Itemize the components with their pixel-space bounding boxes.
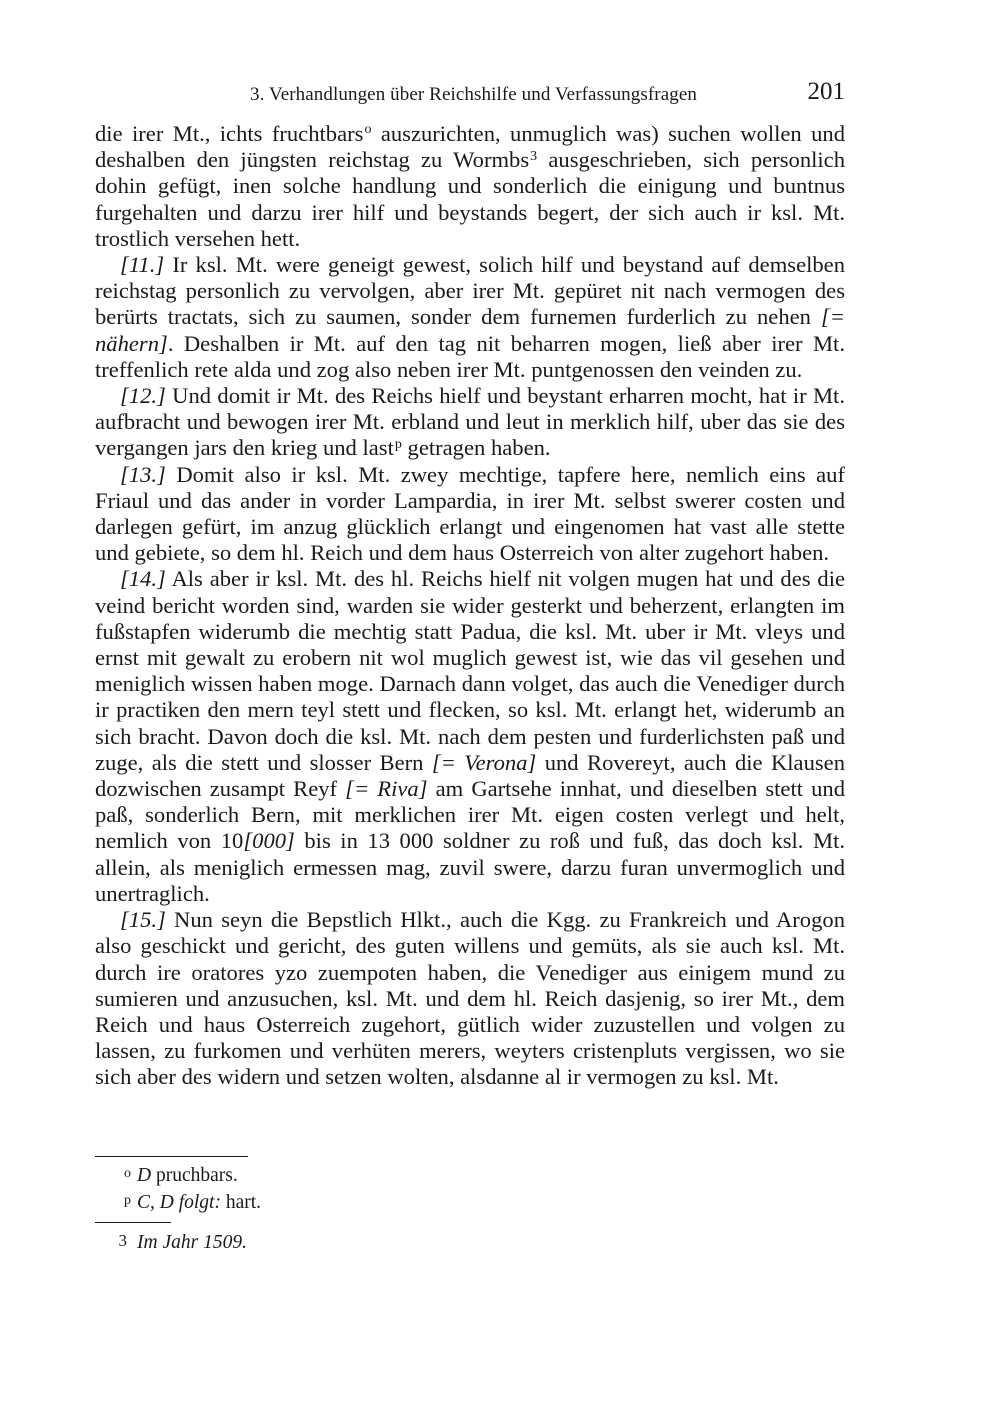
footnote-text: Im Jahr 1509. xyxy=(137,1232,247,1253)
footnote-ref-p: p xyxy=(394,436,402,452)
footnote-mark: o xyxy=(124,1166,131,1181)
text-run: und Rovereyt, auch die Klausen dozwischen zusampt Reyf xyxy=(95,749,845,802)
footnote-mark: p xyxy=(124,1193,131,1208)
paragraph-12 xyxy=(95,383,845,462)
paragraph-number: [12.] xyxy=(120,383,166,409)
running-title: 3. Verhandlungen über Reichshilfe und Verfassungsfragen xyxy=(250,84,697,105)
paragraph-number: [14.] xyxy=(120,566,166,592)
paragraph-number: [11.] xyxy=(120,252,165,278)
footnotes-textcritical xyxy=(95,1161,845,1215)
text-run: am Gartsehe innhat, und dieselben stett und paß, sonderlich Bern, mit merklichen irer Mt. eigen costen verlegt und helt, nemlich von 10 xyxy=(95,776,845,854)
footnote-text: pruchbars. xyxy=(151,1165,238,1186)
footnote-siglum: C, D folgt: xyxy=(137,1192,221,1213)
paragraph-continued xyxy=(95,121,845,252)
text-run: Domit also ir ksl. Mt. zwey mechtige, tapfere here, nemlich eins auf Friaul und das ander in vorder Lampardia, in irer Mt. selbst swerer costen und darlegen gefürt, im anzug glücklich erlangt und eingenomen hat vast alle stette und gebiete, so dem hl. Reich und dem haus Osterreich von alter zugehort haben. xyxy=(95,461,845,566)
footnote-siglum: D xyxy=(137,1165,152,1186)
text-run: bis in 13 000 soldner zu roß und fuß, das doch ksl. Mt. allein, als meniglich ermessen mag, zuvil swere, darzu furan unvermoglich und unertraglich. xyxy=(95,828,845,906)
paragraph-number: [13.] xyxy=(120,461,166,487)
footnote-o xyxy=(95,1161,845,1188)
paragraph-number: [15.] xyxy=(120,907,166,933)
text-run: Und domit ir Mt. des Reichs hielf und beystant erharren mocht, hat ir Mt. aufbracht und bewogen irer Mt. erbland und leut in merklich hilf, uber das sie des vergangen jars den krieg und last xyxy=(95,383,845,461)
text-run: Als aber ir ksl. Mt. des hl. Reichs hielf nit volgen mugen hat und des die veind bericht worden sind, warden sie wider gesterkt und beherzent, erlangten im fußstapfen widerumb die mechtig statt Padua, die ksl. Mt. uber ir Mt. vleys und ernst mit gewalt zu erobern nit wol muglich gewest ist, wie das vil gesehen und meniglich wissen haben moge. Darnach dann volget, das auch die Venediger durch ir practiken den mern teyl stett und flecken, so ksl. Mt. erlangt het, widerumb an sich bracht. Davon doch die ksl. Mt. nach dem pesten und furderlichsten paß und zuge, als die stett und slosser Bern xyxy=(95,566,845,775)
footnotes-commentary xyxy=(95,1228,845,1255)
page-number: 201 xyxy=(807,78,845,105)
editorial-gloss: [000] xyxy=(243,828,295,854)
main-text xyxy=(95,121,845,1091)
footnote-rule xyxy=(95,1156,248,1157)
footnote-rule xyxy=(95,1222,171,1223)
text-run: auszurichten, unmuglich was) suchen wollen und deshalben den jüngsten reichstag zu Wormbs xyxy=(95,121,845,173)
footnote-ref-3: 3 xyxy=(530,148,538,164)
editorial-gloss: [= Riva] xyxy=(345,776,428,802)
editorial-gloss: [= Verona] xyxy=(431,749,537,775)
paragraph-11 xyxy=(95,252,845,383)
running-head xyxy=(95,78,845,112)
text-run: Nun seyn die Bepstlich Hlkt., auch die Kgg. zu Frankreich und Arogon also geschickt und gericht, des guten willens und gemüts, als sie auch ksl. Mt. durch ire oratores yzo zuempoten haben, die Venediger aus einigem mund zu sumieren und anzusuchen, ksl. Mt. und dem hl. Reich dasjenig, so irer Mt., dem Reich und haus Osterreich zugehort, gütlich wider zuzustellen und volgen zu lassen, zu furkomen und verhüten merers, weyters cristenpluts vergissen, wo sie sich aber des widern und setzen wolten, alsdanne al ir vermogen zu ksl. Mt. xyxy=(95,907,845,1090)
paragraph-13 xyxy=(95,462,845,567)
paragraph-14 xyxy=(95,566,845,907)
text-run: Ir ksl. Mt. were geneigt gewest, solich hilf und beystand auf demselben reichstag personlich zu vervolgen, aber irer Mt. gepüret nit nach vermogen des berürts tractats, sich zu saumen, sonder dem furnemen furderlich zu nehen xyxy=(95,252,845,330)
text-run: . Deshalben ir Mt. auf den tag nit beharren mogen, ließ aber irer Mt. treffenlich rete alda und zog also neben irer Mt. puntgenossen den veinden zu. xyxy=(95,330,845,382)
footnote-p xyxy=(95,1188,845,1215)
editorial-gloss: [= nähern] xyxy=(95,304,845,356)
text-run: die irer Mt., ichts fruchtbars xyxy=(95,121,364,146)
text-run: ausgeschrieben, sich personlich dohin gefügt, inen solche handlung und sonderlich die einigung und buntnus furgehalten und darzu irer hilf und beystands begert, der sich auch ir ksl. Mt. trostlich versehen hett. xyxy=(95,147,845,251)
footnote-3 xyxy=(95,1228,845,1255)
footnote-mark: 3 xyxy=(118,1231,127,1250)
footnote-ref-o: o xyxy=(364,122,372,138)
text-run: getragen haben. xyxy=(401,435,551,461)
paragraph-15 xyxy=(95,907,845,1090)
footnote-text: hart. xyxy=(220,1192,262,1213)
